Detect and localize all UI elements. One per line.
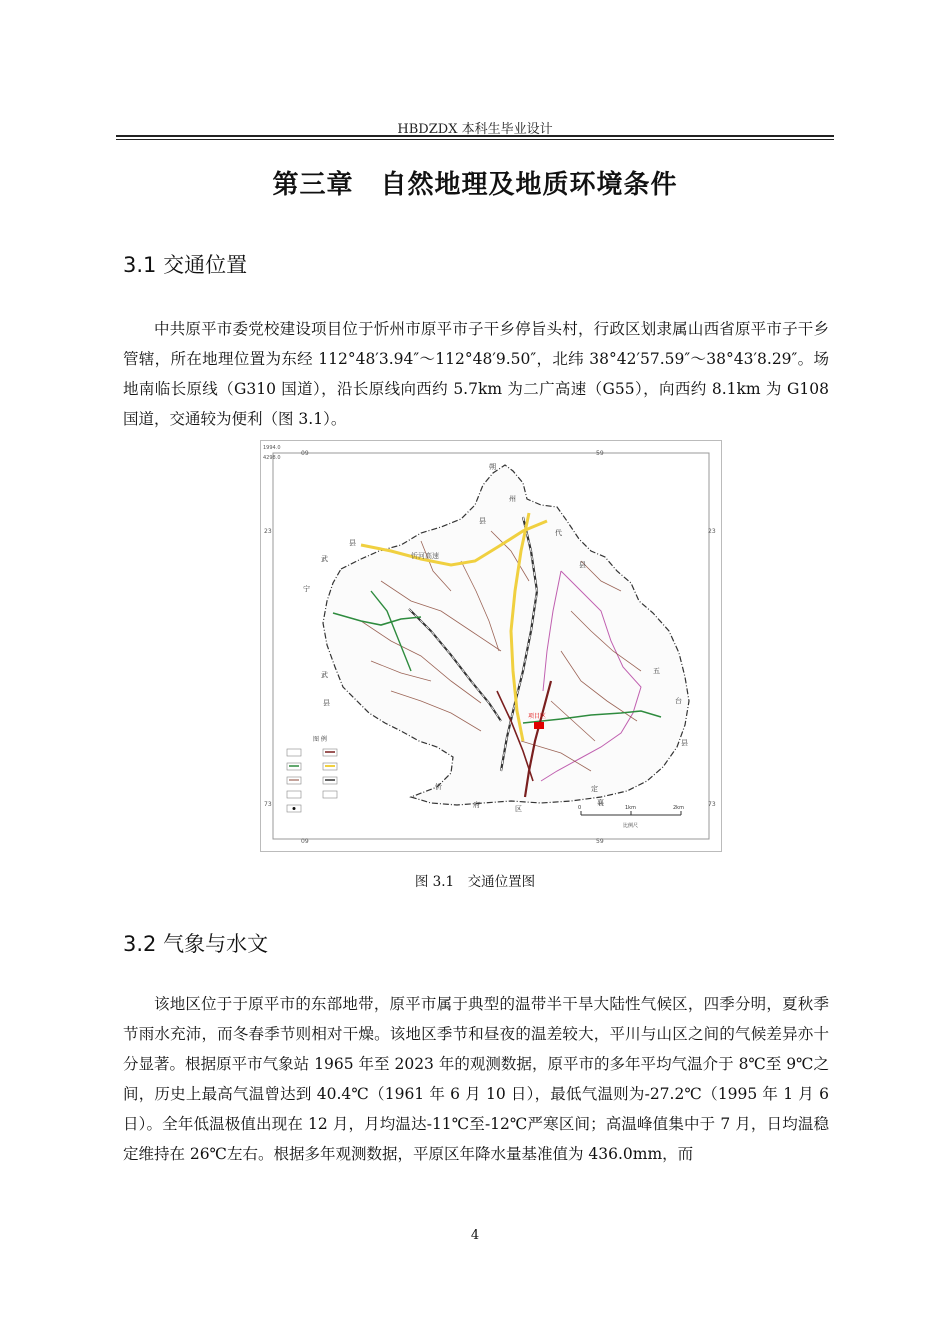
map-corner-label: 09 <box>301 838 309 845</box>
neighbor-label: 朔 <box>489 463 496 471</box>
neighbor-label: 忻 <box>435 783 442 791</box>
map-svg <box>261 441 721 851</box>
map-side-label: 23 <box>708 528 716 535</box>
neighbor-label: 县 <box>479 517 486 525</box>
paragraph: 该地区位于于原平市的东部地带，原平市属于典型的温带半干旱大陆性气候区，四季分明，夏秋季节雨水充沛，而冬春季节则相对干燥。该地区季节和昼夜的温差较大，平川与山区之间的气候差异亦十分显著。根据原平市气象站 1965 年至 2023 年的观测数据，原平市的多年平均气温介于 8℃至 9℃之间，历史上最高气温曾达到 40.4℃（1961 年 6 月 10 日），最低气温则为-27.2℃（1995 年 1 月 6 日）。全年低温极值出现在 12 月，月均温达-11℃至-12℃严寒区间；高温峰值集中于 7 月，日均温稳定维持在 26℃左右。根据多年观测数据，平原区年降水量基准值为 436.0mm，而 <box>123 995 829 1163</box>
svg-text:2km: 2km <box>673 805 684 811</box>
header-rule-thick <box>116 135 834 137</box>
project-site-label: 项目区 <box>528 713 547 720</box>
neighbor-label: 代 <box>555 529 562 537</box>
header-rule-thin <box>116 139 834 140</box>
map-grid-value: 1994.0 <box>263 445 281 451</box>
section-3-2-body <box>123 989 829 1169</box>
svg-text:比例尺: 比例尺 <box>623 823 639 829</box>
county-boundary <box>323 465 689 805</box>
map-legend <box>287 735 337 812</box>
section-3-1-body <box>123 314 829 434</box>
map-corner-label: 59 <box>596 450 604 457</box>
map-grid-value: 4298.0 <box>263 455 281 461</box>
neighbor-label: 武 <box>321 555 328 563</box>
neighbor-label: 县 <box>681 739 688 747</box>
map-corner-label: 09 <box>301 450 309 457</box>
neighbor-label: 台 <box>675 697 682 705</box>
map-side-label: 73 <box>708 801 716 808</box>
neighbor-label: 五 <box>653 667 660 675</box>
neighbor-label: 襄 <box>597 799 604 807</box>
neighbor-label: 定 <box>591 785 598 793</box>
project-site-marker <box>534 722 544 729</box>
neighbor-label: 县 <box>579 561 586 569</box>
neighbor-label: 宁 <box>303 585 310 593</box>
scale-bar <box>578 805 684 829</box>
neighbor-label: 武 <box>321 671 328 679</box>
map-side-label: 23 <box>264 528 272 535</box>
traffic-location-map <box>260 440 722 852</box>
paragraph: 中共原平市委党校建设项目位于忻州市原平市子干乡停旨头村，行政区划隶属山西省原平市子干乡管辖，所在地理位置为东经 112°48′3.94″～112°48′9.50″，北纬 38°42′57.59″～38°43′8.29″。场地南临长原线（G310 国道），沿长原线向西约 5.7km 为二广高速（G55），向西约 8.1km 为 G108 国道，交通较为便利（图 3.1）。 <box>123 320 829 428</box>
figure-caption: 图 3.1 交通位置图 <box>414 874 536 890</box>
neighbor-label: 府 <box>473 801 480 809</box>
svg-text:0: 0 <box>578 805 582 811</box>
neighbor-label: 州 <box>509 495 516 503</box>
page-header: HBDZDX 本科生毕业设计 <box>397 122 553 137</box>
section-heading-3-1: 3.1 交通位置 <box>123 253 248 277</box>
svg-text:1km: 1km <box>625 805 636 811</box>
neighbor-label: 区 <box>515 805 522 813</box>
map-road-label: 忻河高速 <box>411 552 439 560</box>
chapter-title: 第三章 自然地理及地质环境条件 <box>272 170 678 200</box>
page-number: 4 <box>470 1228 480 1243</box>
svg-text:图 例: 图 例 <box>313 736 327 743</box>
map-side-label: 73 <box>264 801 272 808</box>
map-corner-label: 59 <box>596 838 604 845</box>
section-heading-3-2: 3.2 气象与水文 <box>123 932 269 956</box>
neighbor-label: 县 <box>349 539 356 547</box>
neighbor-label: 县 <box>323 699 330 707</box>
